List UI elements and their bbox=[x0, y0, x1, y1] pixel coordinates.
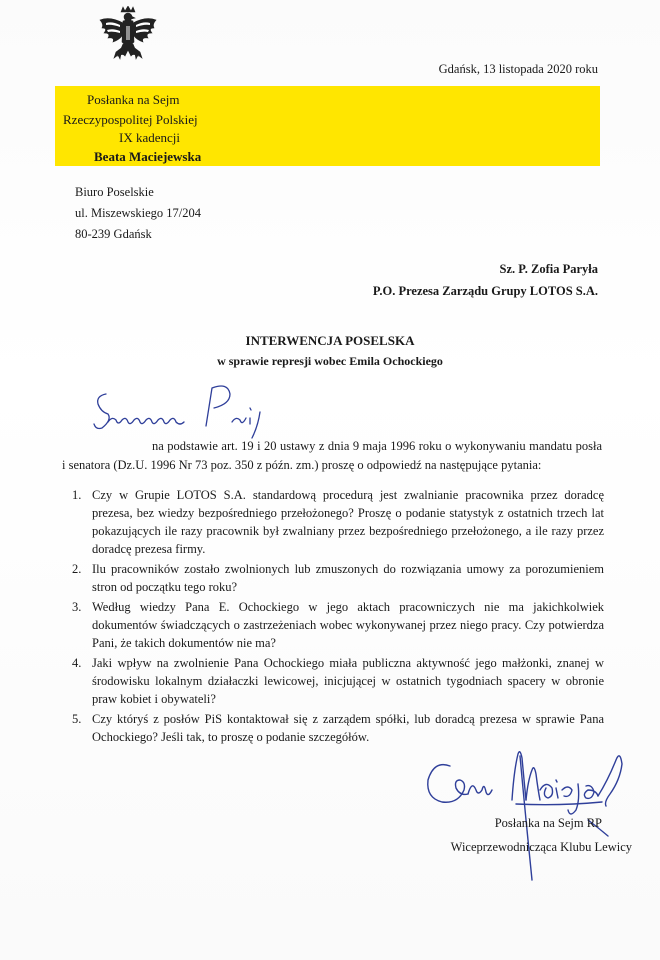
question-number: 5. bbox=[72, 712, 82, 726]
intro-paragraph bbox=[62, 437, 602, 475]
office-line-2: ul. Miszewskiego 17/204 bbox=[75, 206, 202, 220]
office-line-1: Biuro Poselskie bbox=[75, 185, 154, 199]
question-text: Czy w Grupie LOTOS S.A. standardową procedurą jest zwalnianie pracownika przez doradcę prezesa, bez wiedzy bezpośredniego przełożonego? Proszę o podanie statystyk z ostatnich trzech lat pokazujących ile razy pracownik był zwalniany przez bezpośredniego przełożonego, a ile razy przez doradcę prezesa firmy. bbox=[92, 488, 604, 556]
sender-name: Beata Maciejewska bbox=[94, 149, 202, 164]
question-text: Jaki wpływ na zwolnienie Pana Ochockiego miała publiczna aktywność jego małżonki, znanej w środowisku lokalnym działaczki lewicowej, inicjującej w ostatnich tygodniach spacery w obronie praw kobiet i obywateli? bbox=[92, 656, 604, 706]
document-subtitle: w sprawie represji wobec Emila Ochockiego bbox=[217, 354, 443, 368]
question-text: Czy któryś z posłów PiS kontaktował się z zarządem spółki, lub doradcą prezesa w sprawie Pana Ochockiego? Jeśli tak, to proszę o podanie szczegółów. bbox=[92, 712, 604, 744]
signature-title-2: Wiceprzewodnicząca Klubu Lewicy bbox=[450, 840, 632, 854]
letter-date: Gdańsk, 13 listopada 2020 roku bbox=[438, 62, 598, 76]
intro-text: na podstawie art. 19 i 20 ustawy z dnia 9 maja 1996 roku o wykonywaniu mandatu posła i senatora (Dz.U. 1996 Nr 73 poz. 350 z późn. zm.) proszę o odpowiedź na następujące pytania: bbox=[62, 439, 602, 472]
office-address bbox=[75, 182, 201, 245]
question-number: 4. bbox=[72, 656, 82, 670]
questions-list bbox=[62, 486, 604, 748]
question-text: Ilu pracowników zostało zwolnionych lub zmuszonych do rozwiązania umowy za porozumieniem stron od początku tego roku? bbox=[92, 562, 604, 594]
recipient-block bbox=[373, 258, 598, 302]
question-number: 1. bbox=[72, 488, 82, 502]
office-line-3: 80-239 Gdańsk bbox=[75, 227, 152, 241]
sender-highlight-box bbox=[55, 86, 600, 166]
question-number: 3. bbox=[72, 600, 82, 614]
question-number: 2. bbox=[72, 562, 82, 576]
recipient-name: Sz. P. Zofia Paryła bbox=[499, 262, 598, 276]
recipient-position: P.O. Prezesa Zarządu Grupy LOTOS S.A. bbox=[372, 284, 598, 298]
list-item bbox=[62, 486, 604, 558]
handwritten-signature bbox=[420, 740, 650, 890]
sender-line-1: Posłanka na Sejm bbox=[87, 92, 180, 107]
list-item bbox=[62, 654, 604, 708]
polish-eagle-emblem bbox=[96, 6, 160, 72]
list-item bbox=[62, 560, 604, 596]
question-text: Według wiedzy Pana E. Ochockiego w jego aktach pracowniczych nie ma jakichkolwiek dokumentów świadczących o zastrzeżeniach wobec wykonywanej przez niego pracy. Czy potwierdza Pani, że takich dokumentów nie ma? bbox=[92, 600, 604, 650]
sender-line-3: IX kadencji bbox=[119, 130, 181, 145]
signature-title-1: Posłanka na Sejm RP bbox=[494, 816, 602, 830]
sender-line-2: Rzeczypospolitej Polskiej bbox=[63, 112, 198, 127]
document-title: INTERWENCJA POSELSKA bbox=[245, 333, 415, 348]
list-item bbox=[62, 598, 604, 652]
